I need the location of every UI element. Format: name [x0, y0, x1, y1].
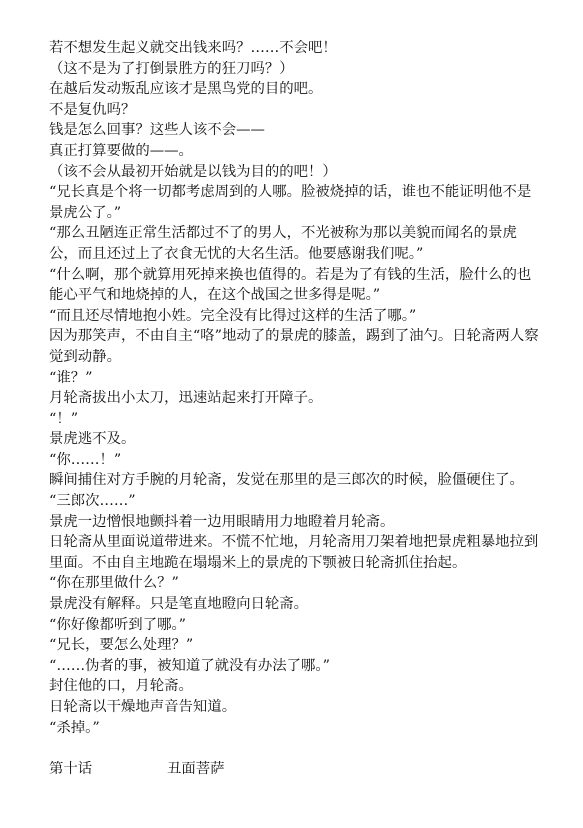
paragraph: 景虎逃不及。 — [49, 431, 136, 448]
paragraph: “你在那里做什么？” — [49, 575, 179, 592]
paragraph: “而且还尽情地抱小姓。完全没有比得过这样的生活了哪。” — [49, 307, 417, 324]
paragraph: 不是复仇吗？ — [49, 101, 136, 118]
paragraph: “三郎次……” — [49, 493, 136, 510]
chapter-heading — [49, 759, 539, 780]
paragraph: 景虎没有解释。只是笔直地瞪向日轮斋。 — [49, 596, 309, 613]
paragraph: “……伪者的事，被知道了就没有办法了哪。” — [49, 657, 330, 674]
paragraph: “兄长，要怎么处理？” — [49, 637, 194, 654]
paragraph: 景虎一边憎恨地颤抖着一边用眼睛用力地瞪着月轮斋。 — [49, 513, 395, 530]
paragraph: “杀掉。” — [49, 719, 100, 736]
paragraph: 瞬间捕住对方手腕的月轮斋，发觉在那里的是三郎次的时候，脸僵硬住了。 — [49, 472, 524, 489]
paragraph: （该不会从最初开始就是以钱为目的的吧！） — [49, 163, 337, 180]
paragraph: “谁？” — [49, 369, 93, 386]
document-body — [49, 38, 539, 779]
paragraph: 若不想发生起义就交出钱来吗？……不会吧！ — [49, 40, 337, 56]
paragraph: 封住他的口，月轮斋。 — [49, 678, 193, 695]
paragraph: “兄长真是个将一切都考虑周到的人哪。脸被烧掉的话，谁也不能证明他不是景虎公了。” — [49, 184, 532, 221]
paragraph: 月轮斋拔出小太刀，迅速站起来打开障子。 — [49, 390, 323, 407]
paragraph: 在越后发动叛乱应该才是黑鸟党的目的吧。 — [49, 81, 323, 98]
paragraph: “你……！” — [49, 451, 122, 468]
paragraph: 因为那笑声，不由自主“咯”地动了的景虎的膝盖，踢到了油勺。日轮斋两人察觉到动静。 — [49, 328, 539, 365]
paragraph: 钱是怎么回事？这些人该不会—— — [49, 122, 265, 139]
paragraph: “那么丑陋连正常生活都过不了的男人，不光被称为那以美貌而闻名的景虎公，而且还过上了衣食无忧的大名生活。他要感谢我们呢。” — [49, 225, 517, 262]
paragraph: “什么啊，那个就算用死掉来换也值得的。若是为了有钱的生活，脸什么的也能心平气和地烧掉的人，在这个战国之世多得是呢。” — [49, 266, 532, 304]
paragraph: 日轮斋以干燥地声音告知道。 — [49, 699, 237, 715]
paragraph: （这不是为了打倒景胜方的狂刀吗？） — [49, 60, 294, 77]
chapter-number: 第十话 — [49, 760, 93, 777]
paragraph: 日轮斋从里面说道带进来。不慌不忙地，月轮斋用刀架着地把景虎粗暴地拉到里面。不由自主地跪在塌塌米上的景虎的下颚被日轮斋抓住抬起。 — [49, 534, 539, 571]
paragraph: “！” — [49, 410, 79, 427]
chapter-title: 丑面菩萨 — [167, 760, 225, 777]
blank-line — [49, 738, 539, 759]
paragraph: “你好像都听到了哪。” — [49, 616, 187, 633]
paragraph: 真正打算要做的——。 — [49, 142, 193, 159]
